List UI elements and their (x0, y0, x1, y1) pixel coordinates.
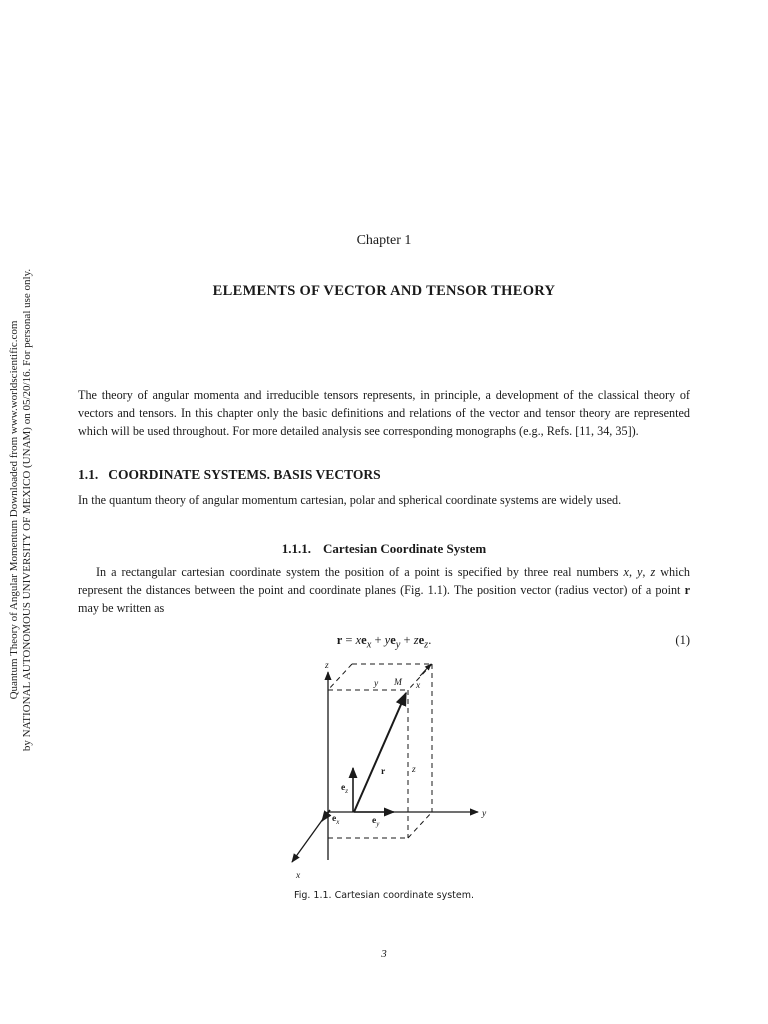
eq-term-z: z (413, 633, 419, 647)
text-run: In a rectangular cartesian coordinate system the position of a point is specified by three real numbers (96, 565, 624, 579)
download-notice-line-1: Quantum Theory of Angular Momentum Downloaded from www.worldscientific.com (8, 320, 20, 700)
subsection-number: 1.1.1. (281, 541, 312, 556)
equation-number: (1) (675, 633, 690, 647)
subsection-heading (0, 541, 768, 557)
math-var-y: y (637, 565, 643, 579)
eq-sub-x: x (366, 639, 372, 651)
label-ez-sub: z (345, 787, 348, 795)
chapter-title: ELEMENTS OF VECTOR AND TENSOR THEORY (212, 283, 556, 299)
label-z-axis: z (325, 661, 329, 671)
figure-caption: Fig. 1.1. Cartesian coordinate system. (293, 890, 475, 901)
cartesian-diagram (270, 650, 510, 890)
label-ey (372, 816, 380, 828)
label-ey-e: e (372, 816, 377, 826)
box-edge-arrow (420, 664, 431, 676)
download-notice (0, 0, 42, 1024)
label-ex (332, 814, 340, 826)
section-title: COORDINATE SYSTEMS. BASIS VECTORS (108, 467, 381, 482)
equation-1 (0, 633, 768, 651)
label-ez (341, 783, 348, 795)
intro-paragraph: The theory of angular momenta and irreducible tensors represents, in principle, a development of the classical theory of vectors and tensors. In this chapter only the basic definitions and relations of the vector and tensor theory are represented which will be used throughout. For more detailed analysis see corresponding monographs (e.g., Refs. [11, 34, 35]). (78, 388, 690, 438)
download-notice-line-2: by NATIONAL AUTONOMOUS UNIVERSITY OF MEXICO (UNAM) on 05/20/16. For personal use only. (21, 268, 33, 752)
label-z-side: z (412, 765, 416, 775)
text-run: may be written as (78, 601, 165, 615)
section-number: 1.1. (78, 467, 99, 482)
label-ex-e: e (332, 814, 337, 824)
label-ez-e: e (341, 783, 346, 793)
basis-vector-ex (322, 810, 330, 821)
eq-sub-y: y (395, 639, 401, 651)
label-x-axis: x (296, 871, 301, 881)
label-ey-sub: y (376, 820, 380, 828)
eq-plus: + (400, 633, 414, 647)
eq-equals: = (342, 633, 356, 647)
eq-basis-e: e (361, 633, 367, 647)
math-var-r: r (684, 583, 690, 597)
subsection-paragraph (78, 563, 690, 617)
label-ex-sub: x (336, 818, 340, 826)
eq-basis-e: e (390, 633, 396, 647)
chapter-label: Chapter 1 (356, 233, 412, 248)
label-point-m: M (394, 678, 402, 688)
eq-basis-e: e (418, 633, 425, 647)
label-y-axis: y (482, 809, 487, 819)
eq-period: . (428, 633, 432, 647)
text-run: , (642, 565, 651, 579)
label-radius: r (381, 767, 386, 777)
radius-vector (354, 693, 406, 812)
math-var-z: z (650, 565, 656, 579)
eq-sub-z: z (424, 639, 429, 651)
eq-term-x: x (355, 633, 362, 647)
math-var-x: x (623, 565, 629, 579)
label-x-top: x (416, 681, 421, 691)
page-number: 3 (381, 948, 387, 960)
label-y-top: y (374, 679, 379, 689)
cartesian-figure (270, 650, 510, 890)
eq-lhs: r (336, 633, 343, 647)
subsection-title: Cartesian Coordinate System (323, 541, 487, 556)
text-run: , (628, 565, 637, 579)
eq-plus: + (371, 633, 385, 647)
text-run: which represent the distances between the point and coordinate planes (Fig. 1.1). The position vector (radius vector) of a point (78, 565, 690, 597)
eq-term-y: y (384, 633, 391, 647)
section-heading (78, 467, 381, 483)
section-paragraph: In the quantum theory of angular momentum cartesian, polar and spherical coordinate systems are widely used. (78, 493, 622, 507)
